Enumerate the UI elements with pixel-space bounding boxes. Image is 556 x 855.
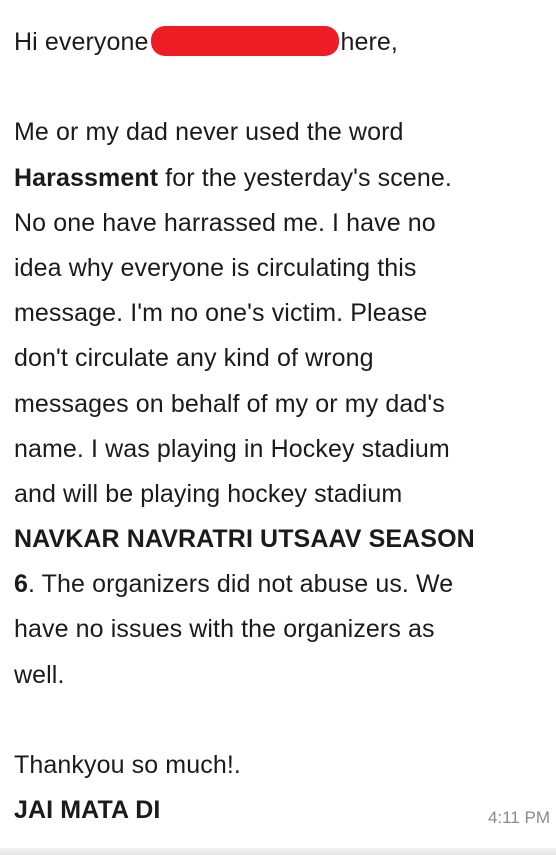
- blank-line: [14, 698, 544, 743]
- message-timestamp: 4:11 PM: [487, 808, 550, 827]
- bubble-bottom-edge: [0, 848, 556, 855]
- season-number: 6: [14, 570, 29, 599]
- thanks-line: Thankyou so much!.: [14, 751, 241, 779]
- body-line: Me or my dad never used the word: [14, 118, 404, 147]
- body-line: name. I was playing in Hockey stadium: [14, 434, 450, 463]
- body-line: and will be playing hockey stadium: [14, 479, 403, 508]
- message-text: [14, 20, 544, 833]
- sign-off: JAI MATA DI: [14, 796, 161, 825]
- body-line: Harassment for the yesterday's scene.: [14, 163, 452, 192]
- event-name: NAVKAR NAVRATRI UTSAAV SEASON: [14, 525, 475, 554]
- body-line: don't circulate any kind of wrong: [14, 344, 374, 373]
- redaction-mark: [151, 26, 339, 56]
- body-line: 6. The organizers did not abuse us. We: [14, 570, 454, 599]
- body-line: idea why everyone is circulating this: [14, 253, 417, 282]
- body-line: well.: [14, 660, 65, 689]
- blank-line: [14, 65, 544, 110]
- body-line: message. I'm no one's victim. Please: [14, 299, 428, 328]
- greeting-line: [14, 20, 544, 65]
- body-line: No one have harrassed me. I have no: [14, 208, 436, 237]
- body-line: [14, 517, 544, 562]
- body-line: have no issues with the organizers as: [14, 615, 435, 644]
- bold-word-harassment: Harassment: [14, 163, 159, 192]
- greeting-suffix: here,: [340, 28, 398, 56]
- greeting-prefix: Hi everyone: [14, 28, 149, 56]
- body-line: messages on behalf of my or my dad's: [14, 389, 445, 418]
